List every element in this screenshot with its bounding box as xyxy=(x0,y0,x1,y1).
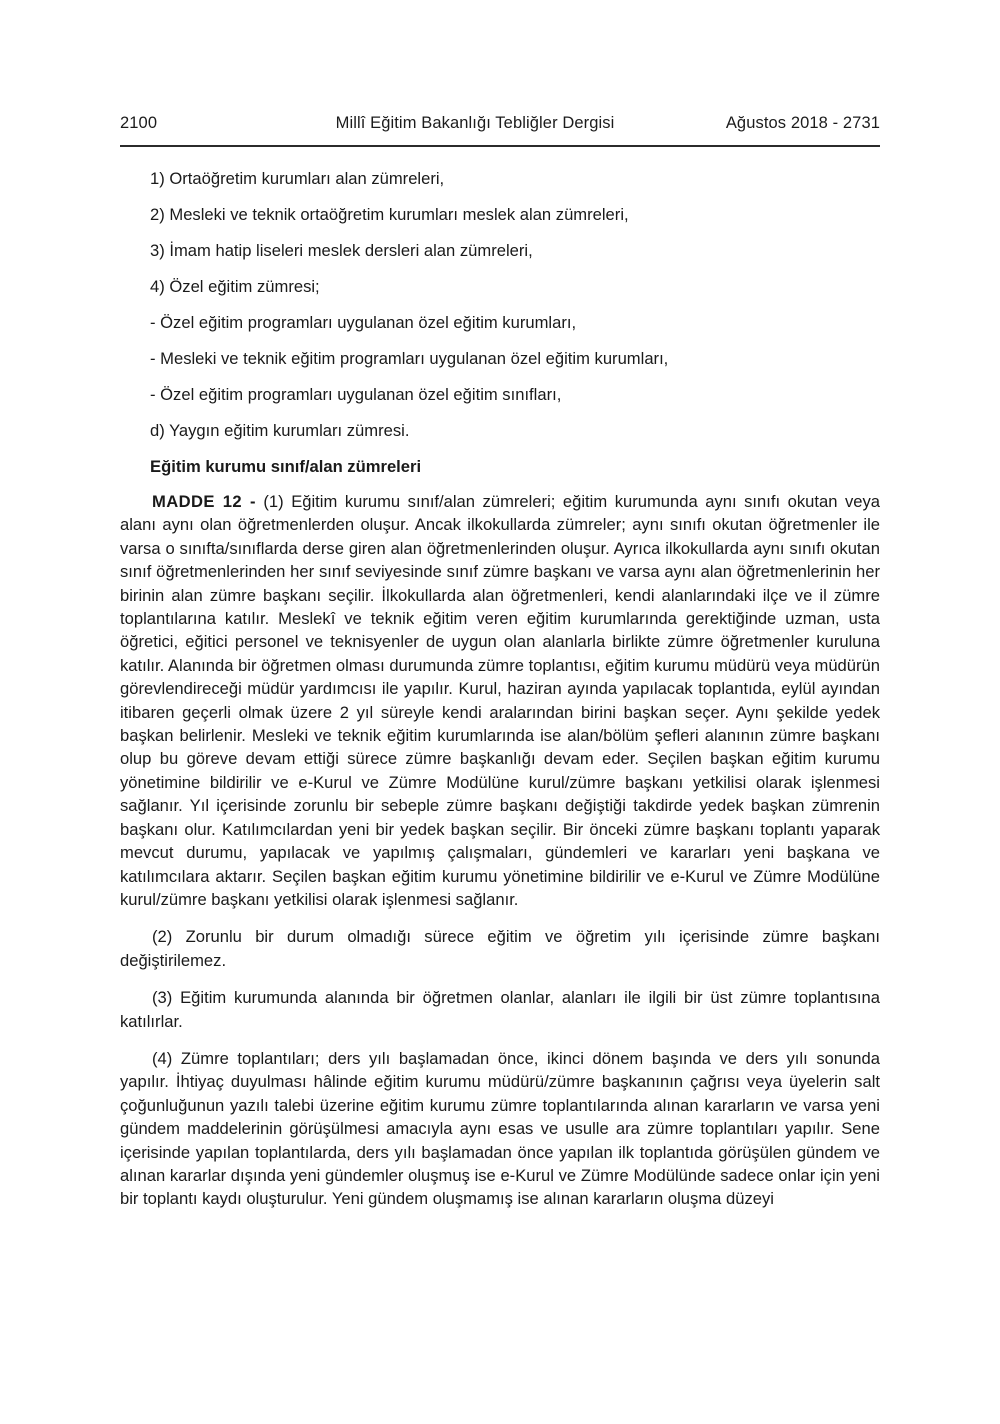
article-paragraph-3: (3) Eğitim kurumunda alanında bir öğretmen olanlar, alanları ile ilgili bir üst zümre toplantısına katılırlar. xyxy=(120,988,880,1031)
list-item: - Özel eğitim programları uygulanan özel eğitim sınıfları, xyxy=(150,385,562,404)
header-divider-rule xyxy=(120,145,880,147)
section-heading: Eğitim kurumu sınıf/alan zümreleri xyxy=(150,457,422,476)
article-paragraph-1 xyxy=(120,490,880,911)
journal-title: Millî Eğitim Bakanlığı Tebliğler Dergisi xyxy=(335,114,615,132)
article-paragraph-4: (4) Zümre toplantıları; ders yılı başlamadan önce, ikinci dönem başında ve ders yılı sonunda yapılır. İhtiyaç duyulması hâlinde eğitim kurumu müdürü/zümre başkanının çağrısı veya üyelerin salt çoğunluğunun yazılı talebi üzerine eğitim kurumu zümre toplantılarında alınan kararların ve varsa yeni gündem maddelerinin görüşülmesi amacıyla aynı esas ve usulle ara zümre toplantıları yapılır. Sene içerisinde yapılan toplantılarda, ders yılı başlamadan önce yapılan ilk toplantıda görüşülen gündem ve alınan kararlar dışında yeni gündemler oluşmuş ise e-Kurul ve Zümre Modülünde sadece onlar için yeni bir toplantı kaydı oluşturulur. Yeni gündem oluşmamış ise alınan kararların oluşma düzeyi xyxy=(120,1048,880,1209)
article-paragraph-2: (2) Zorunlu bir durum olmadığı sürece eğitim ve öğretim yılı içerisinde zümre başkanı değiştirilemez. xyxy=(120,927,880,970)
list-item: d) Yaygın eğitim kurumları zümresi. xyxy=(150,421,410,440)
list-item: 3) İmam hatip liseleri meslek dersleri alan zümreleri, xyxy=(150,241,533,260)
page-folio-number: 2100 xyxy=(120,114,158,132)
list-item: 1) Ortaöğretim kurumları alan zümreleri, xyxy=(150,169,445,188)
list-item: 2) Mesleki ve teknik ortaöğretim kurumları meslek alan zümreleri, xyxy=(150,205,629,224)
body-text-column xyxy=(120,168,880,1211)
article-paragraph-1-text: (1) Eğitim kurumu sınıf/alan zümreleri; eğitim kurumunda aynı sınıfı okutan veya alanı aynı olan öğretmenlerden oluşur. Ancak ilkokullarda zümreler; aynı sınıfı okutan öğretmenler ile varsa o sınıfta/sınıflarda derse giren alan öğretmenlerinden oluşur. Ayrıca ilkokullarda aynı sınıfı okutan sınıf öğretmenlerinden her sınıf seviyesinde sınıf zümre başkanı ve varsa aynı alan öğretmenlerinin her birinin alan zümre başkanı seçilir. İlkokullarda alan öğretmenleri, kendi alanlarındaki ilçe ve il zümre toplantılarına katılır. Meslekî ve teknik eğitim veren eğitim kurumlarında gerektiğinde uzman, usta öğretici, eğitici personel ve teknisyenler de uygun olan alanlarla birlikte zümre öğretmenler kuruluna katılır. Alanında bir öğretmen olması durumunda zümre toplantısı, eğitim kurumu müdürü veya müdürün görevlendireceği müdür yardımcısı ile yapılır. Kurul, haziran ayında yapılacak toplantıda, eylül ayından itibaren geçerli olmak üzere 2 yıl süreyle kendi aralarından birini başkan seçer. Aynı şekilde yedek başkan belirlenir. Mesleki ve teknik eğitim kurumlarında ise alan/bölüm şefleri alanının zümre başkanı olup bu göreve devam ettiği sürece zümre başkanlığı devam eder. Seçilen başkan eğitim kurumu yönetimine bildirilir ve e-Kurul ve Zümre Modülüne kurul/zümre başkanı yetkilisi olarak işlenmesi sağlanır. Yıl içerisinde zorunlu bir sebeple zümre başkanı değiştiği takdirde yedek başkan zümrenin başkanı olur. Katılımcılardan yeni bir yedek başkan seçilir. Bir önceki zümre başkanı toplantı yaparak mevcut durumu, yapılacak ve yapılmış çalışmaları, gündemleri ve kararları yeni başkana ve katılımcılara aktarır. Seçilen başkan eğitim kurumu yönetimine bildirilir ve e-Kurul ve Zümre Modülüne kurul/zümre başkanı yetkilisi olarak işlenmesi sağlanır. xyxy=(120,492,881,909)
list-item: - Mesleki ve teknik eğitim programları uygulanan özel eğitim kurumları, xyxy=(150,349,669,368)
list-item: 4) Özel eğitim zümresi; xyxy=(150,277,320,296)
issue-date-number: Ağustos 2018 - 2731 xyxy=(725,114,880,132)
running-header xyxy=(120,114,880,140)
article-number-label: MADDE 12 - xyxy=(152,492,256,511)
list-item: - Özel eğitim programları uygulanan özel eğitim kurumları, xyxy=(150,313,577,332)
